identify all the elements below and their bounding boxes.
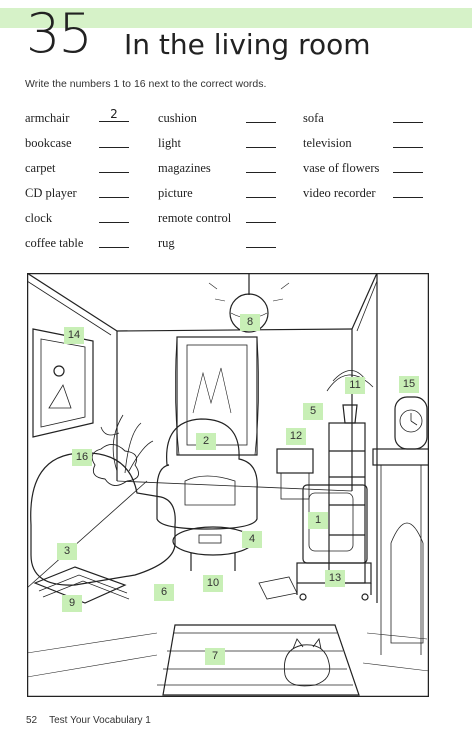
answer-field-vase-of-flowers[interactable] <box>393 159 423 173</box>
answer-field-magazines[interactable] <box>246 159 276 173</box>
book-title: Test Your Vocabulary 1 <box>49 715 151 726</box>
word-bookcase: bookcase <box>25 136 72 150</box>
word-video-recorder: video recorder <box>303 186 376 200</box>
answer-field-sofa[interactable] <box>393 109 423 123</box>
unit-number: 35 <box>26 2 91 65</box>
page-number: 52 <box>26 715 38 726</box>
answer-field-picture[interactable] <box>246 184 276 198</box>
word-television: television <box>303 136 352 150</box>
picture-label-6: 6 <box>154 584 174 601</box>
answer-field-coffee-table[interactable] <box>99 234 129 248</box>
living-room-illustration <box>27 273 429 697</box>
answer-field-remote-control[interactable] <box>246 209 276 223</box>
word-sofa: sofa <box>303 111 324 125</box>
answer-field-clock[interactable] <box>99 209 129 223</box>
answer-field-rug[interactable] <box>246 234 276 248</box>
page-footer <box>26 715 151 726</box>
picture-label-15: 15 <box>399 376 419 393</box>
picture-label-4: 4 <box>242 531 262 548</box>
picture-label-11: 11 <box>345 377 365 394</box>
answer-field-light[interactable] <box>246 134 276 148</box>
answer-field-carpet[interactable] <box>99 159 129 173</box>
instruction-text: Write the numbers 1 to 16 next to the correct words. <box>25 78 267 90</box>
word-coffee-table: coffee table <box>25 236 84 250</box>
picture-label-3: 3 <box>57 543 77 560</box>
word-magazines: magazines <box>158 161 211 175</box>
picture-label-16: 16 <box>72 449 92 466</box>
answer-field-armchair[interactable]: 2 <box>99 108 129 122</box>
picture-label-5: 5 <box>303 403 323 420</box>
answer-field-video-recorder[interactable] <box>393 184 423 198</box>
word-light: light <box>158 136 181 150</box>
word-carpet: carpet <box>25 161 56 175</box>
picture-label-9: 9 <box>62 595 82 612</box>
picture-label-2: 2 <box>196 433 216 450</box>
picture-label-8: 8 <box>240 314 260 331</box>
word-clock: clock <box>25 211 53 225</box>
word-cushion: cushion <box>158 111 197 125</box>
picture-label-7: 7 <box>205 648 225 665</box>
answer-field-cd-player[interactable] <box>99 184 129 198</box>
picture-label-13: 13 <box>325 570 345 587</box>
answer-field-cushion[interactable] <box>246 109 276 123</box>
answer-field-television[interactable] <box>393 134 423 148</box>
word-rug: rug <box>158 236 175 250</box>
picture-label-1: 1 <box>308 512 328 529</box>
word-armchair: armchair <box>25 111 70 125</box>
picture-label-12: 12 <box>286 428 306 445</box>
page-title: In the living room <box>124 28 371 61</box>
word-remote-control: remote control <box>158 211 232 225</box>
word-vase-of-flowers: vase of flowers <box>303 161 380 175</box>
answer-field-bookcase[interactable] <box>99 134 129 148</box>
picture-label-14: 14 <box>64 327 84 344</box>
word-picture: picture <box>158 186 193 200</box>
picture-label-10: 10 <box>203 575 223 592</box>
word-cd-player: CD player <box>25 186 77 200</box>
